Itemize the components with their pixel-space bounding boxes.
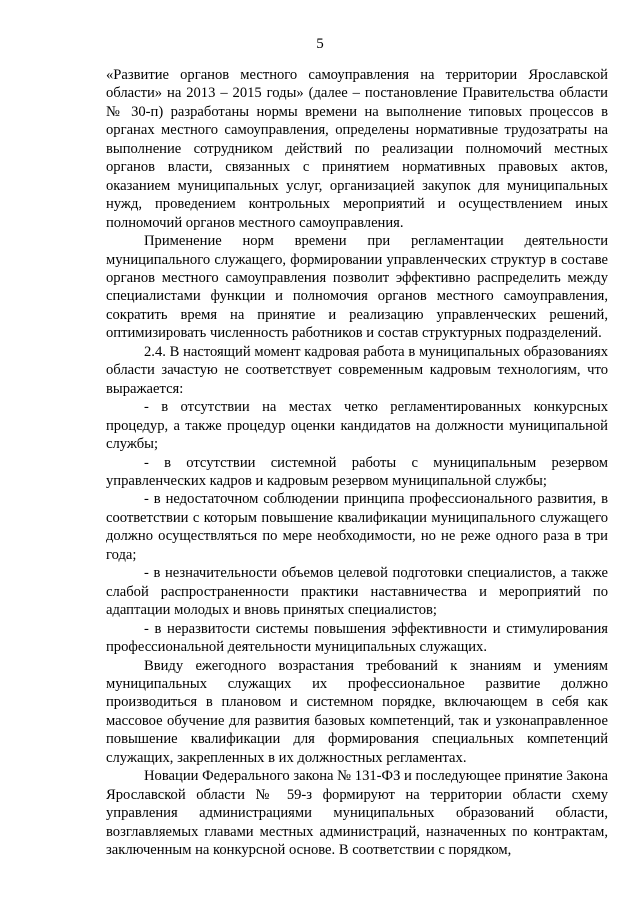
paragraph-section-2-4: 2.4. В настоящий момент кадровая работа в муниципальных образованиях области зачастую не соответствует современным кадровым технологиям, что выражается:: [106, 343, 608, 397]
paragraph-federal-law-innovations: Новации Федерального закона № 131-ФЗ и последующее принятие Закона Ярославской области № 59-з формируют на территории области схему управления администрациями муниципальных образований области, возглавляемых главами местных администраций, назначенных по контрактам, заключенным на конкурсной основе. В соответствии с порядком,: [106, 768, 608, 859]
list-item-targeted-training: - в незначительности объемов целевой подготовки специалистов, а также слабой распространенности практики наставничества и мероприятий по адаптации молодых и вновь принятых специалистов;: [106, 565, 608, 619]
list-item-personnel-reserve: - в отсутствии системной работы с муниципальным резервом управленческих кадров и кадровым резервом муниципальной службы;: [106, 454, 608, 489]
list-item-performance-incentives: - в неразвитости системы повышения эффективности и стимулирования профессиональной деятельности муниципальных служащих.: [106, 620, 608, 656]
paragraph-growing-requirements: Ввиду ежегодного возрастания требований к знаниям и умениям муниципальных служащих их профессиональное развитие должно производиться в плановом и системном порядке, включающем в себя как массовое обучение для развития базовых компетенций, так и узконаправленное повышение квалификации для формирования специальных компетенций служащих, закрепленных в их должностных регламентах.: [106, 657, 608, 766]
page-number: 5: [316, 36, 324, 52]
list-item-competitive-procedures: - в отсутствии на местах четко регламентированных конкурсных процедур, а также процедур оценки кандидатов на должности муниципальной службы;: [106, 399, 608, 453]
document-body: [106, 66, 608, 859]
list-item-professional-development: - в недостаточном соблюдении принципа профессионального развития, в соответствии с которым повышение квалификации муниципального служащего должно осуществляться по мере необходимости, но не реже одного раза в три года;: [106, 491, 608, 563]
paragraph-program-continuation: «Развитие органов местного самоуправления на территории Ярославской области» на 2013 – 2015 годы» (далее – постановление Правительства области № 30-п) разработаны нормы времени на выполнение типовых процессов в органах местного самоуправления, определены нормативные трудозатраты на выполнение сотрудником действий по реализации полномочий местных органов власти, связанных с принятием нормативных правовых актов, оказанием муниципальных услуг, организацией закупок для муниципальных нужд, проведением контрольных мероприятий и осуществлением иных полномочий органов местного самоуправления.: [106, 67, 608, 231]
paragraph-time-norms: Применение норм времени при регламентации деятельности муниципального служащего, формировании управленческих структур в составе органов местного самоуправления позволит эффективно распределить между специалистами функции и полномочия органов местного самоуправления, сократить время на принятие и реализацию управленческих решений, оптимизировать численность работников и состав структурных подразделений.: [106, 233, 608, 342]
